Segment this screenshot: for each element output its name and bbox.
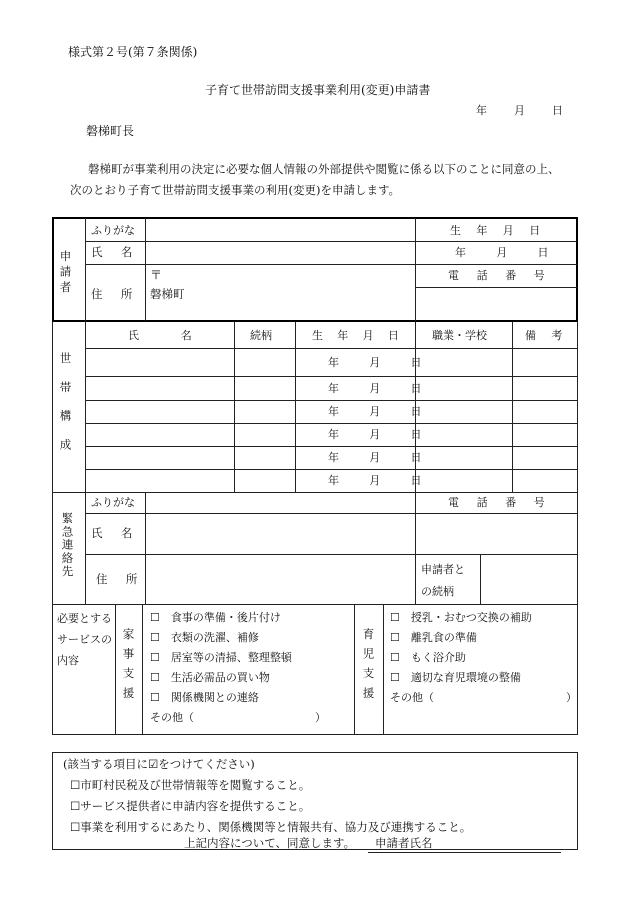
consent-agree: 上記内容について、同意します。 [184, 836, 356, 850]
applicant-birth-value: 年 月 日 [455, 246, 552, 259]
household-row-date: 年 月 日 [328, 428, 425, 441]
housework-item[interactable]: ☐ 衣類の洗濯、補修 [150, 631, 259, 644]
housework-item[interactable]: ☐ 生活必需品の買い物 [150, 671, 270, 684]
housework-item[interactable]: ☐ 居室等の清掃、整理整頓 [150, 651, 292, 664]
housework-label: 家事支援 [121, 628, 136, 707]
household-col-notes: 備 考 [525, 329, 565, 342]
applicant-furigana-label: ふりがな [91, 224, 135, 237]
emergency-phone-label: 電 話 番 号 [448, 496, 549, 509]
housework-other[interactable]: その他（ ） [150, 711, 326, 724]
childcare-item[interactable]: ☐ もく浴介助 [390, 651, 466, 664]
emergency-relation-label: 申請者と [421, 563, 465, 576]
form-title: 子育て世帯訪問支援事業利用(変更)申請書 [205, 83, 431, 97]
childcare-item[interactable]: ☐ 離乳食の準備 [390, 631, 477, 644]
childcare-item[interactable]: ☐ 適切な育児環境の整備 [390, 671, 521, 684]
housework-item[interactable]: ☐ 関係機関との連絡 [150, 691, 259, 704]
household-row-date: 年 月 日 [328, 382, 425, 395]
housework-item[interactable]: ☐ 食事の準備・後片付け [150, 611, 281, 624]
applicant-birth-label: 生 年 月 日 [450, 224, 543, 237]
applicant-address-value: 磐梯町 [150, 287, 185, 301]
household-row-date: 年 月 日 [328, 356, 425, 369]
emergency-address-label: 住 所 [96, 572, 141, 586]
emergency-name-label: 氏 名 [91, 526, 136, 540]
household-col-job: 職業・学校 [432, 329, 487, 342]
signature-line[interactable] [368, 852, 561, 853]
addressee: 磐梯町長 [86, 124, 135, 138]
applicant-section-label: 申請者 [58, 250, 73, 297]
postal-mark: 〒 [150, 268, 163, 282]
emergency-relation-label: の続柄 [421, 585, 454, 598]
signature-label: 申請者氏名 [375, 836, 433, 850]
childcare-label: 育児支援 [361, 628, 376, 707]
consent-instruction: (該当する項目に☑をつけてください) [63, 757, 255, 771]
date-line: 年 月 日 [476, 104, 565, 117]
emergency-furigana-label: ふりがな [91, 496, 135, 509]
childcare-other[interactable]: その他（ ） [390, 691, 577, 704]
household-section-label: 世帯構成 [58, 352, 73, 467]
household-col-relation: 続柄 [250, 329, 272, 342]
consent-item[interactable]: ☐サービス提供者に申請内容を提供すること。 [70, 799, 311, 813]
intro-line-1: 磐梯町が事業利用の決定に必要な個人情報の外部提供や閲覧に係る以下のことに同意の上、 [88, 162, 560, 176]
services-label: 必要とするサービスの内容 [57, 612, 112, 667]
intro-line-2: 次のとおり子育て世帯訪問支援事業の利用(変更)を申請します。 [70, 183, 401, 197]
consent-item[interactable]: ☐事業を利用するにあたり、関係機関等と情報共有、協力及び連携すること。 [70, 820, 472, 834]
consent-item[interactable]: ☐市町村民税及び世帯情報等を閲覧すること。 [70, 778, 311, 792]
household-row-date: 年 月 日 [328, 451, 425, 464]
applicant-address-label: 住 所 [91, 287, 136, 301]
household-row-date: 年 月 日 [328, 474, 425, 487]
applicant-phone-label: 電 話 番 号 [448, 269, 549, 282]
applicant-name-label: 氏 名 [91, 245, 136, 259]
form-number: 様式第２号(第７条関係) [68, 45, 198, 59]
household-col-name: 氏 名 [128, 329, 194, 342]
childcare-item[interactable]: ☐ 授乳・おむつ交換の補助 [390, 611, 532, 624]
emergency-section-label: 緊急連絡先 [60, 512, 75, 579]
household-row-date: 年 月 日 [328, 405, 425, 418]
household-col-birth: 生 年 月 日 [312, 329, 401, 342]
